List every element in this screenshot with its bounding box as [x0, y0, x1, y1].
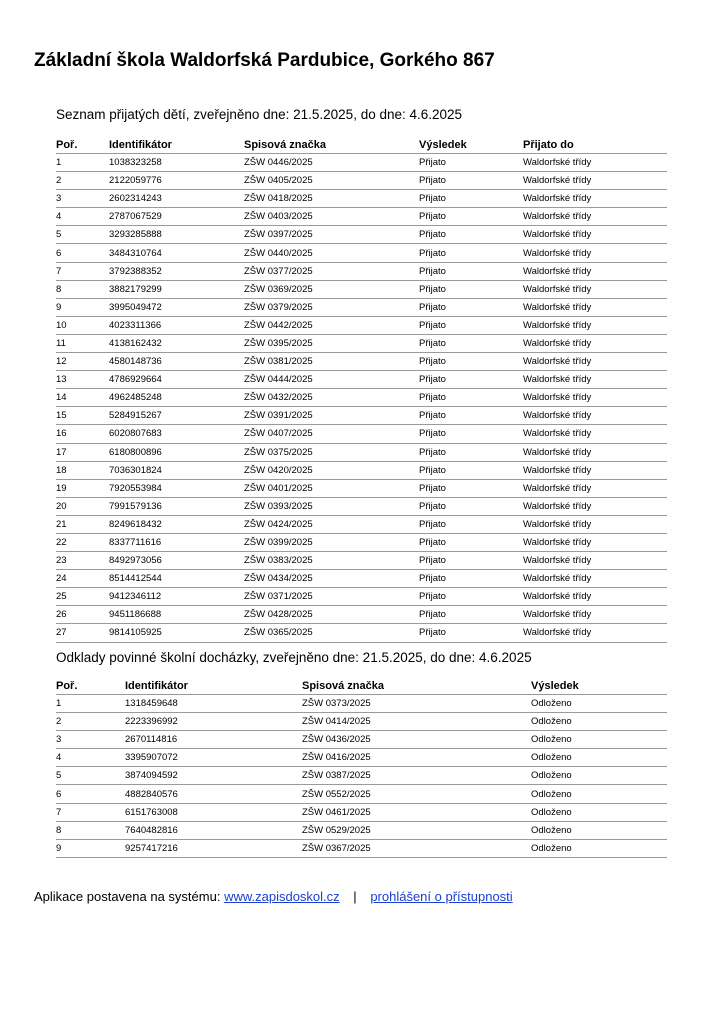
table-row — [56, 190, 667, 208]
cell-result: Odloženo — [531, 713, 667, 731]
column-header-admitted-to: Přijato do — [523, 136, 667, 154]
table-row — [56, 624, 667, 642]
cell-identifier: 7036301824 — [109, 461, 244, 479]
cell-file-number: ZŠW 0407/2025 — [244, 425, 419, 443]
cell-result: Odloženo — [531, 785, 667, 803]
column-header-identifier: Identifikátor — [109, 136, 244, 154]
cell-file-number: ZŠW 0552/2025 — [302, 785, 531, 803]
cell-order: 15 — [56, 407, 109, 425]
cell-file-number: ZŠW 0461/2025 — [302, 803, 531, 821]
table-row — [56, 821, 667, 839]
cell-file-number: ZŠW 0414/2025 — [302, 713, 531, 731]
cell-result: Odloženo — [531, 803, 667, 821]
cell-identifier: 2223396992 — [125, 713, 302, 731]
cell-order: 8 — [56, 280, 109, 298]
cell-file-number: ZŠW 0436/2025 — [302, 731, 531, 749]
table-row — [56, 244, 667, 262]
cell-admitted-to: Waldorfské třídy — [523, 353, 667, 371]
cell-result: Přijato — [419, 190, 523, 208]
cell-identifier: 4786929664 — [109, 371, 244, 389]
cell-admitted-to: Waldorfské třídy — [523, 497, 667, 515]
cell-result: Přijato — [419, 425, 523, 443]
deferred-list-heading: Odklady povinné školní docházky, zveřejněno dne: 21.5.2025, do dne: 4.6.2025 — [56, 650, 532, 665]
table-row — [56, 280, 667, 298]
cell-identifier: 3293285888 — [109, 226, 244, 244]
table-row — [56, 443, 667, 461]
table-row — [56, 731, 667, 749]
cell-admitted-to: Waldorfské třídy — [523, 334, 667, 352]
cell-order: 4 — [56, 749, 125, 767]
cell-identifier: 8249618432 — [109, 515, 244, 533]
table-row — [56, 695, 667, 713]
cell-admitted-to: Waldorfské třídy — [523, 371, 667, 389]
cell-identifier: 2122059776 — [109, 172, 244, 190]
cell-identifier: 3874094592 — [125, 767, 302, 785]
cell-order: 9 — [56, 839, 125, 857]
cell-identifier: 2602314243 — [109, 190, 244, 208]
cell-file-number: ZŠW 0391/2025 — [244, 407, 419, 425]
cell-result: Přijato — [419, 624, 523, 642]
table-row — [56, 407, 667, 425]
cell-file-number: ZŠW 0405/2025 — [244, 172, 419, 190]
cell-order: 20 — [56, 497, 109, 515]
cell-result: Odloženo — [531, 731, 667, 749]
cell-result: Přijato — [419, 515, 523, 533]
cell-identifier: 7991579136 — [109, 497, 244, 515]
footer-prefix: Aplikace postavena na systému: — [34, 889, 221, 904]
cell-order: 3 — [56, 731, 125, 749]
footer — [34, 889, 513, 904]
deferred-table — [56, 677, 667, 858]
cell-file-number: ZŠW 0387/2025 — [302, 767, 531, 785]
cell-result: Odloženo — [531, 821, 667, 839]
table-row — [56, 785, 667, 803]
cell-result: Přijato — [419, 588, 523, 606]
cell-order: 19 — [56, 479, 109, 497]
cell-file-number: ZŠW 0432/2025 — [244, 389, 419, 407]
table-row — [56, 533, 667, 551]
cell-result: Přijato — [419, 316, 523, 334]
cell-order: 4 — [56, 208, 109, 226]
cell-result: Přijato — [419, 208, 523, 226]
cell-result: Přijato — [419, 334, 523, 352]
cell-admitted-to: Waldorfské třídy — [523, 533, 667, 551]
table-row — [56, 839, 667, 857]
cell-identifier: 3484310764 — [109, 244, 244, 262]
table-row — [56, 389, 667, 407]
table-row — [56, 353, 667, 371]
table-row — [56, 371, 667, 389]
cell-result: Přijato — [419, 389, 523, 407]
cell-admitted-to: Waldorfské třídy — [523, 226, 667, 244]
cell-admitted-to: Waldorfské třídy — [523, 515, 667, 533]
cell-identifier: 8492973056 — [109, 552, 244, 570]
table-row — [56, 154, 667, 172]
cell-result: Přijato — [419, 479, 523, 497]
table-row — [56, 570, 667, 588]
cell-order: 14 — [56, 389, 109, 407]
cell-identifier: 2670114816 — [125, 731, 302, 749]
cell-admitted-to: Waldorfské třídy — [523, 208, 667, 226]
cell-admitted-to: Waldorfské třídy — [523, 172, 667, 190]
cell-order: 7 — [56, 262, 109, 280]
cell-file-number: ZŠW 0403/2025 — [244, 208, 419, 226]
cell-admitted-to: Waldorfské třídy — [523, 280, 667, 298]
column-header-result: Výsledek — [531, 677, 667, 695]
cell-identifier: 7920553984 — [109, 479, 244, 497]
cell-admitted-to: Waldorfské třídy — [523, 190, 667, 208]
cell-admitted-to: Waldorfské třídy — [523, 479, 667, 497]
admitted-list-heading: Seznam přijatých dětí, zveřejněno dne: 21.5.2025, do dne: 4.6.2025 — [56, 107, 463, 122]
column-header-order: Poř. — [56, 677, 125, 695]
cell-order: 3 — [56, 190, 109, 208]
footer-separator: | — [353, 889, 357, 904]
cell-order: 26 — [56, 606, 109, 624]
table-row — [56, 588, 667, 606]
cell-result: Odloženo — [531, 749, 667, 767]
cell-order: 1 — [56, 695, 125, 713]
cell-admitted-to: Waldorfské třídy — [523, 570, 667, 588]
cell-result: Přijato — [419, 371, 523, 389]
table-row — [56, 461, 667, 479]
cell-order: 2 — [56, 713, 125, 731]
table-row — [56, 316, 667, 334]
cell-order: 22 — [56, 533, 109, 551]
cell-order: 8 — [56, 821, 125, 839]
cell-result: Přijato — [419, 172, 523, 190]
cell-file-number: ZŠW 0381/2025 — [244, 353, 419, 371]
table-row — [56, 552, 667, 570]
cell-file-number: ZŠW 0428/2025 — [244, 606, 419, 624]
cell-file-number: ZŠW 0397/2025 — [244, 226, 419, 244]
cell-order: 7 — [56, 803, 125, 821]
cell-identifier: 3395907072 — [125, 749, 302, 767]
cell-file-number: ZŠW 0424/2025 — [244, 515, 419, 533]
column-header-identifier: Identifikátor — [125, 677, 302, 695]
cell-result: Přijato — [419, 497, 523, 515]
cell-identifier: 4023311366 — [109, 316, 244, 334]
cell-file-number: ZŠW 0383/2025 — [244, 552, 419, 570]
table-row — [56, 479, 667, 497]
column-header-file-number: Spisová značka — [244, 136, 419, 154]
cell-identifier: 9814105925 — [109, 624, 244, 642]
cell-result: Odloženo — [531, 839, 667, 857]
cell-file-number: ZŠW 0440/2025 — [244, 244, 419, 262]
cell-identifier: 4580148736 — [109, 353, 244, 371]
table-row — [56, 803, 667, 821]
cell-admitted-to: Waldorfské třídy — [523, 316, 667, 334]
cell-admitted-to: Waldorfské třídy — [523, 262, 667, 280]
cell-file-number: ZŠW 0529/2025 — [302, 821, 531, 839]
table-row — [56, 749, 667, 767]
table-row — [56, 262, 667, 280]
cell-file-number: ZŠW 0395/2025 — [244, 334, 419, 352]
table-row — [56, 226, 667, 244]
cell-file-number: ZŠW 0371/2025 — [244, 588, 419, 606]
cell-order: 17 — [56, 443, 109, 461]
table-row — [56, 497, 667, 515]
table-row — [56, 767, 667, 785]
cell-admitted-to: Waldorfské třídy — [523, 389, 667, 407]
cell-admitted-to: Waldorfské třídy — [523, 298, 667, 316]
cell-result: Přijato — [419, 461, 523, 479]
cell-order: 13 — [56, 371, 109, 389]
cell-result: Přijato — [419, 407, 523, 425]
cell-admitted-to: Waldorfské třídy — [523, 244, 667, 262]
cell-file-number: ZŠW 0375/2025 — [244, 443, 419, 461]
cell-identifier: 9451186688 — [109, 606, 244, 624]
cell-admitted-to: Waldorfské třídy — [523, 588, 667, 606]
cell-order: 5 — [56, 767, 125, 785]
cell-file-number: ZŠW 0446/2025 — [244, 154, 419, 172]
cell-result: Přijato — [419, 353, 523, 371]
deferred-table-header — [56, 677, 667, 695]
cell-identifier: 6151763008 — [125, 803, 302, 821]
cell-file-number: ZŠW 0442/2025 — [244, 316, 419, 334]
cell-file-number: ZŠW 0379/2025 — [244, 298, 419, 316]
column-header-order: Poř. — [56, 136, 109, 154]
cell-identifier: 9412346112 — [109, 588, 244, 606]
cell-file-number: ZŠW 0377/2025 — [244, 262, 419, 280]
cell-order: 18 — [56, 461, 109, 479]
cell-file-number: ZŠW 0444/2025 — [244, 371, 419, 389]
cell-identifier: 3792388352 — [109, 262, 244, 280]
cell-result: Přijato — [419, 244, 523, 262]
table-row — [56, 425, 667, 443]
cell-identifier: 1038323258 — [109, 154, 244, 172]
table-row — [56, 298, 667, 316]
cell-result: Přijato — [419, 443, 523, 461]
cell-identifier: 6020807683 — [109, 425, 244, 443]
cell-order: 25 — [56, 588, 109, 606]
accessibility-statement-link[interactable]: prohlášení o přístupnosti — [370, 889, 513, 904]
cell-order: 5 — [56, 226, 109, 244]
cell-file-number: ZŠW 0416/2025 — [302, 749, 531, 767]
table-row — [56, 515, 667, 533]
cell-identifier: 4962485248 — [109, 389, 244, 407]
cell-identifier: 5284915267 — [109, 407, 244, 425]
table-row — [56, 713, 667, 731]
cell-file-number: ZŠW 0373/2025 — [302, 695, 531, 713]
cell-admitted-to: Waldorfské třídy — [523, 443, 667, 461]
cell-file-number: ZŠW 0420/2025 — [244, 461, 419, 479]
cell-identifier: 1318459648 — [125, 695, 302, 713]
cell-admitted-to: Waldorfské třídy — [523, 407, 667, 425]
cell-order: 12 — [56, 353, 109, 371]
cell-result: Přijato — [419, 533, 523, 551]
cell-file-number: ZŠW 0369/2025 — [244, 280, 419, 298]
cell-order: 6 — [56, 244, 109, 262]
column-header-file-number: Spisová značka — [302, 677, 531, 695]
cell-file-number: ZŠW 0418/2025 — [244, 190, 419, 208]
cell-result: Přijato — [419, 154, 523, 172]
cell-file-number: ZŠW 0393/2025 — [244, 497, 419, 515]
table-row — [56, 334, 667, 352]
cell-order: 27 — [56, 624, 109, 642]
cell-admitted-to: Waldorfské třídy — [523, 461, 667, 479]
cell-order: 1 — [56, 154, 109, 172]
cell-file-number: ZŠW 0434/2025 — [244, 570, 419, 588]
cell-identifier: 8337711616 — [109, 533, 244, 551]
cell-identifier: 4882840576 — [125, 785, 302, 803]
cell-admitted-to: Waldorfské třídy — [523, 425, 667, 443]
cell-order: 2 — [56, 172, 109, 190]
cell-file-number: ZŠW 0399/2025 — [244, 533, 419, 551]
cell-identifier: 2787067529 — [109, 208, 244, 226]
cell-result: Přijato — [419, 262, 523, 280]
admitted-table-header — [56, 136, 667, 154]
cell-file-number: ZŠW 0401/2025 — [244, 479, 419, 497]
cell-order: 16 — [56, 425, 109, 443]
cell-identifier: 3882179299 — [109, 280, 244, 298]
cell-admitted-to: Waldorfské třídy — [523, 552, 667, 570]
cell-result: Odloženo — [531, 767, 667, 785]
cell-admitted-to: Waldorfské třídy — [523, 624, 667, 642]
cell-result: Přijato — [419, 298, 523, 316]
cell-admitted-to: Waldorfské třídy — [523, 154, 667, 172]
cell-result: Přijato — [419, 606, 523, 624]
cell-result: Přijato — [419, 226, 523, 244]
cell-order: 21 — [56, 515, 109, 533]
cell-identifier: 4138162432 — [109, 334, 244, 352]
table-row — [56, 606, 667, 624]
cell-result: Přijato — [419, 570, 523, 588]
cell-order: 23 — [56, 552, 109, 570]
cell-result: Přijato — [419, 552, 523, 570]
cell-result: Přijato — [419, 280, 523, 298]
zapisdoskol-link[interactable]: www.zapisdoskol.cz — [224, 889, 340, 904]
cell-order: 10 — [56, 316, 109, 334]
column-header-result: Výsledek — [419, 136, 523, 154]
cell-identifier: 7640482816 — [125, 821, 302, 839]
cell-file-number: ZŠW 0367/2025 — [302, 839, 531, 857]
table-row — [56, 208, 667, 226]
cell-identifier: 3995049472 — [109, 298, 244, 316]
cell-order: 9 — [56, 298, 109, 316]
cell-order: 24 — [56, 570, 109, 588]
cell-file-number: ZŠW 0365/2025 — [244, 624, 419, 642]
table-row — [56, 172, 667, 190]
page-title: Základní škola Waldorfská Pardubice, Gorkého 867 — [34, 50, 495, 71]
cell-result: Odloženo — [531, 695, 667, 713]
admitted-table — [56, 136, 667, 643]
cell-order: 6 — [56, 785, 125, 803]
cell-identifier: 9257417216 — [125, 839, 302, 857]
cell-identifier: 8514412544 — [109, 570, 244, 588]
cell-admitted-to: Waldorfské třídy — [523, 606, 667, 624]
cell-identifier: 6180800896 — [109, 443, 244, 461]
cell-order: 11 — [56, 334, 109, 352]
